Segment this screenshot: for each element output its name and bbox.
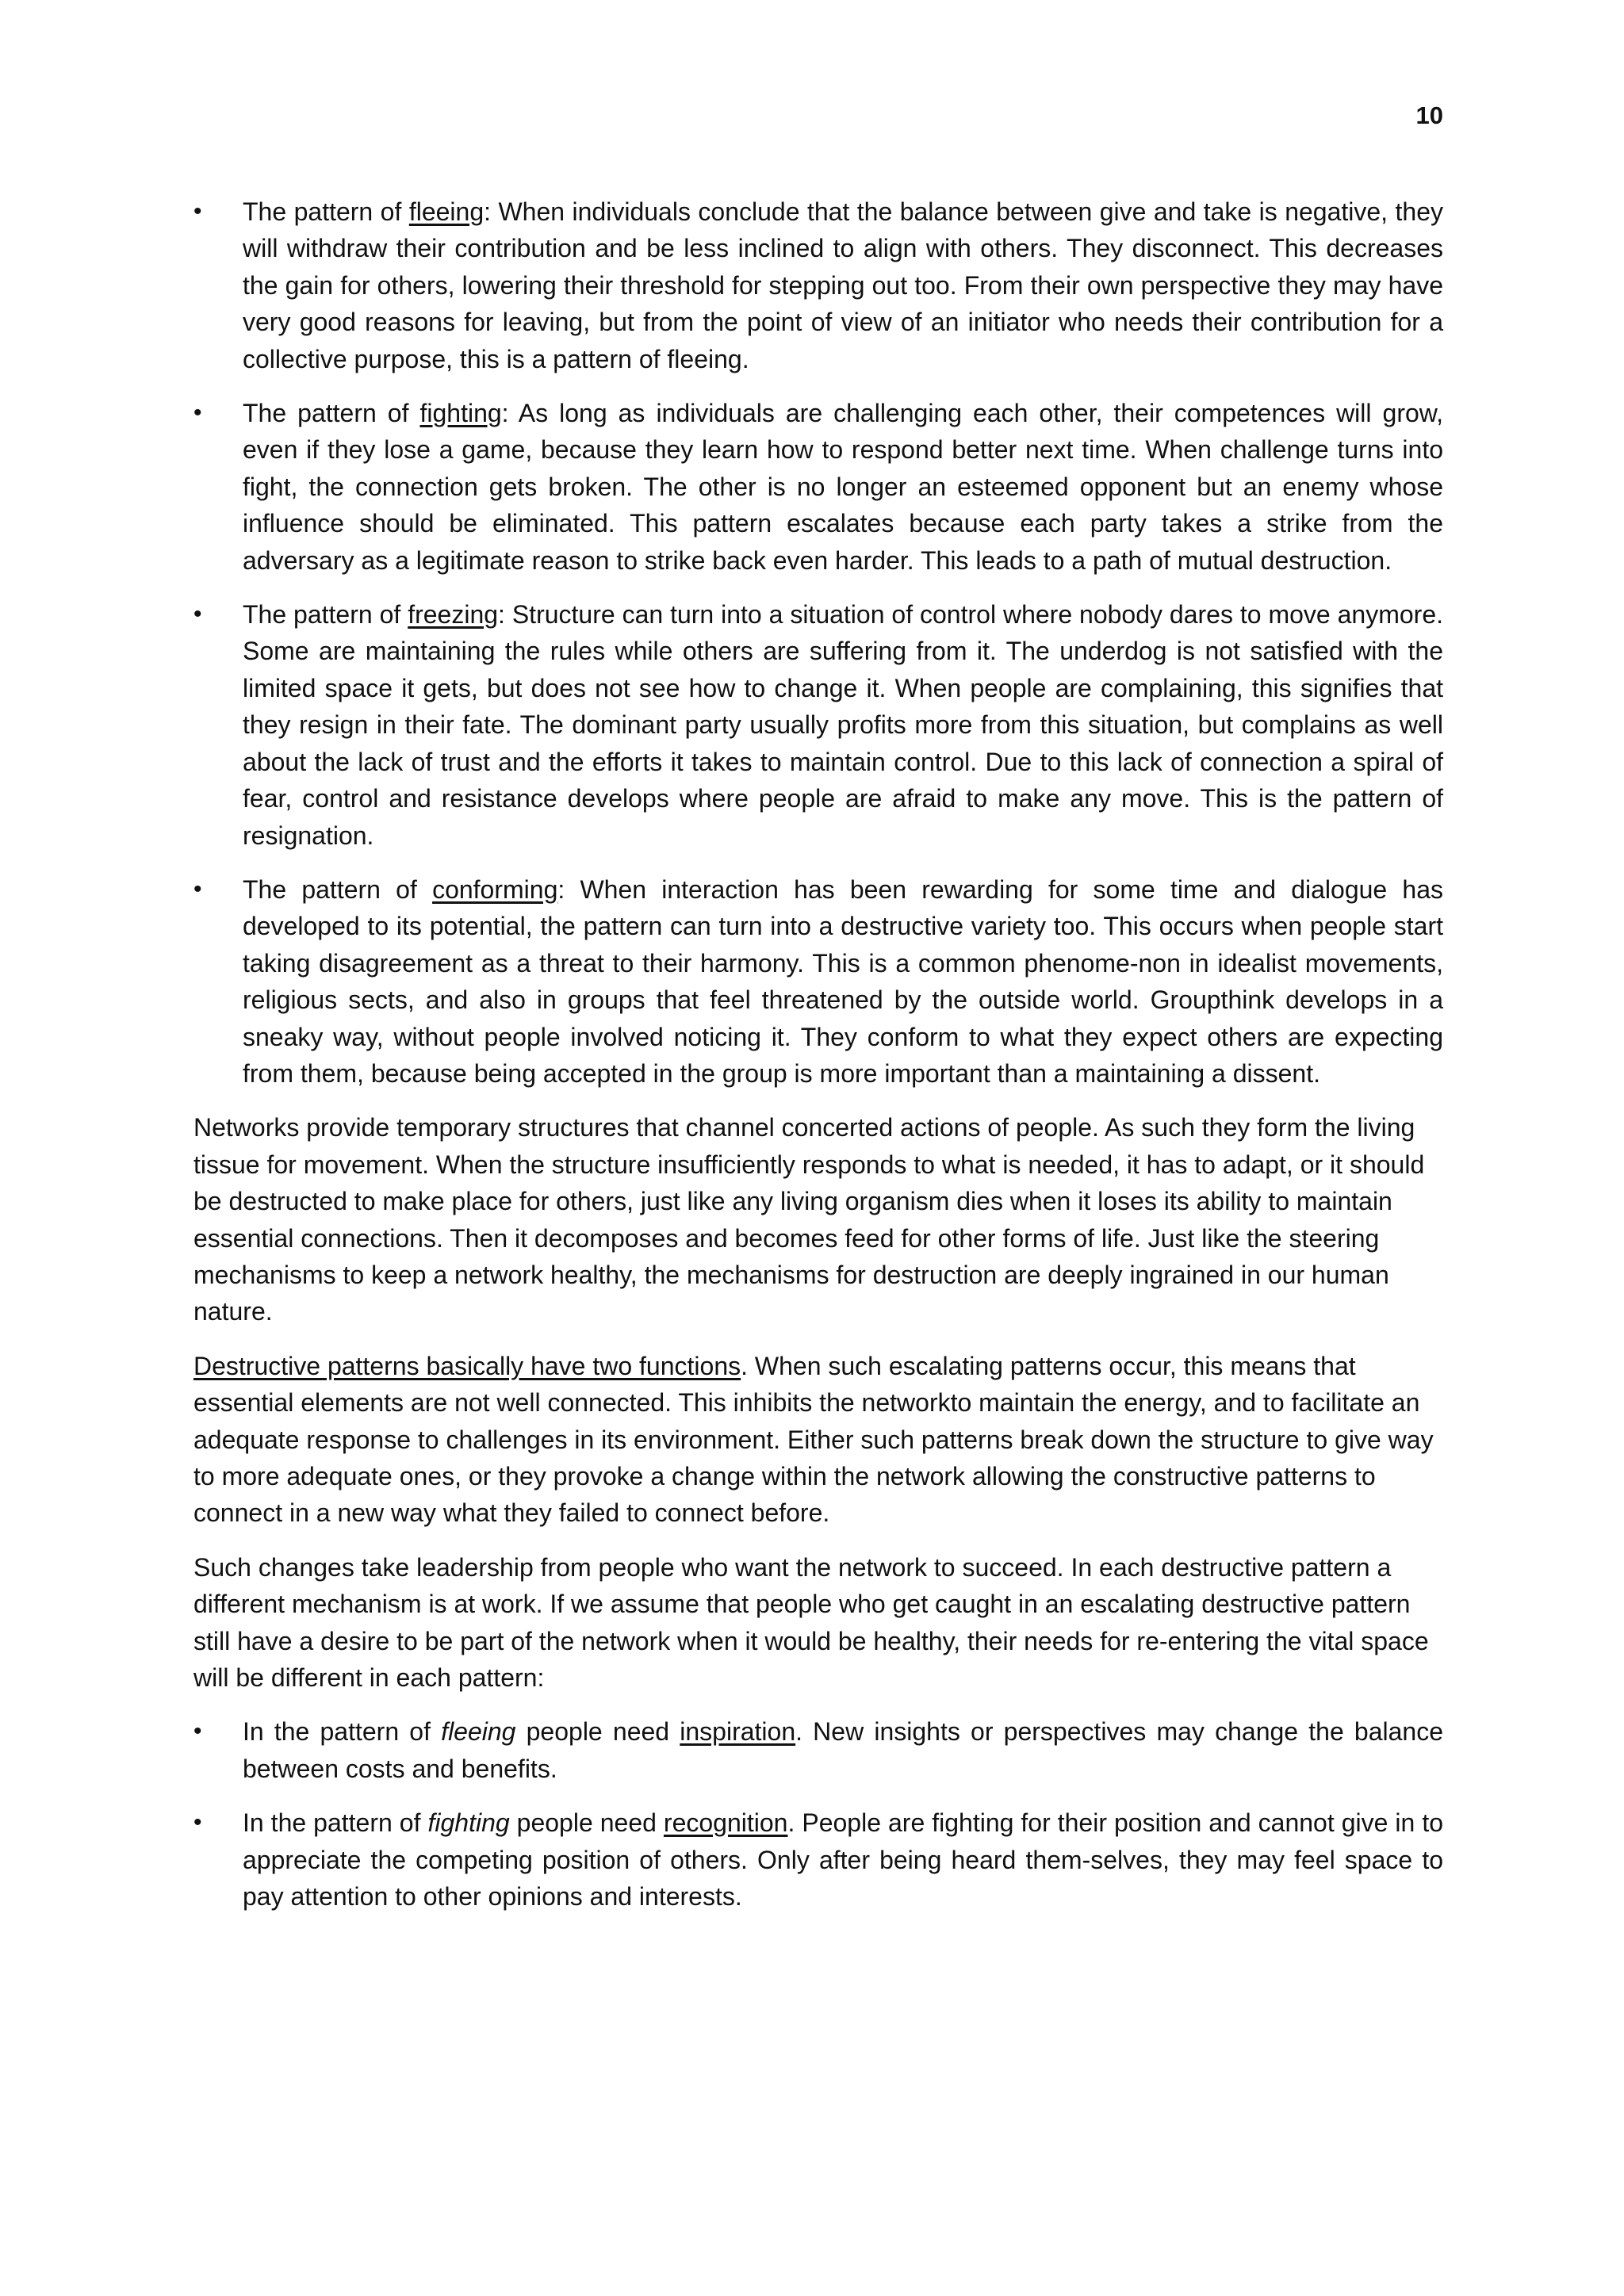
page-content [193,193,1443,1932]
page-number: 10 [1415,101,1443,129]
pattern-name: fleeing [441,1717,516,1747]
list-item-text: . New insights or perspectives may change the balance between costs and benefits. [243,1717,1444,1783]
paragraph-destructive [193,1348,1443,1532]
list-item-text: : As long as individuals are challenging each other, their competences will grow, even if they lose a game, because they learn how to respond better next time. When challenge turns into fight, the connection gets broken. The other is no longer an esteemed opponent but an enemy whose influence should be eliminated. This pattern escalates because each party takes a strike from the adversary as a legitimate reason to strike back even harder. This leads to a path of mutual destruction. [243,399,1444,575]
term-conforming: conforming [432,874,558,904]
term-freezing: freezing [408,600,499,629]
paragraph-networks: Networks provide temporary structures that channel concerted actions of people. As such they form the living tissue for movement. When the structure insufficiently responds to what is needed, it has to adapt, or it should be destructed to make place for others, just like any living organism dies when it loses its ability to maintain essential connections. Then it decomposes and becomes feed for other forms of life. Just like the steering mechanisms to keep a network healthy, the mechanisms for destruction are deeply ingrained in our human nature. [193,1113,1425,1326]
list-item-freezing [193,596,1443,854]
list-item-fighting [193,395,1443,579]
term-fleeing: fleeing [408,197,485,226]
list-item-need-fleeing [193,1713,1443,1787]
bullet-icon: • [193,198,202,224]
paragraph-changes: Such changes take leadership from people who want the network to succeed. In each destructive pattern a different mechanism is at work. If we assume that people who get caught in an escalating destructive pattern still have a desire to be part of the network when it would be healthy, their needs for re-entering the vital space will be different in each pattern: [193,1552,1429,1693]
bullet-icon: • [193,875,202,902]
list-item-text: : When individuals conclude that the balance between give and take is negative, they will withdraw their contribution and be less inclined to align with others. They disconnect. This decreases the gain for others, lowering their threshold for stepping out too. From their own perspective they may have very good reasons for leaving, but from the point of view of an initiator who needs their contribution for a collective purpose, this is a pattern of fleeing. [243,197,1444,373]
list-item-prefix: In the pattern of [243,1717,442,1747]
paragraph-destructive-text: . When such escalating patterns occur, this means that essential elements are not well connected. This inhibits the networkto maintain the energy, and to facilitate an adequate response to challenges in its environment. Either such patterns break down the structure to give way to more adequate ones, or they provoke a change within the network allowing the constructive patterns to connect in a new way what they failed to connect before. [193,1351,1434,1528]
need-inspiration: inspiration [680,1717,796,1747]
list-item-text: : When interaction has been rewarding for some time and dialogue has developed to its potential, the pattern can turn into a destructive variety too. This occurs when people start taking disagreement as a threat to their harmony. This is a common phenome-non in idealist movements, religious sects, and also in groups that feel threatened by the outside world. Groupthink develops in a sneaky way, without people involved noticing it. They conform to what they expect others are expecting from them, because being accepted in the group is more important than a maintaining a dissent. [243,874,1444,1088]
pattern-list [193,193,1443,1092]
list-item-fleeing [193,193,1443,377]
needs-list [193,1713,1443,1915]
term-fighting: fighting [419,399,502,428]
bullet-icon: • [193,1809,202,1836]
bullet-icon: • [193,1718,202,1745]
bullet-icon: • [193,400,202,427]
list-item-need-fighting [193,1804,1443,1915]
list-item-prefix: The pattern of [243,600,408,629]
list-item-text: : Structure can turn into a situation of control where nobody dares to move anymore. Some are maintaining the rules while others are suffering from it. The underdog is not satisfied with the limited space it gets, but does not see how to change it. When people are complaining, this signifies that they resign in their fate. The dominant party usually profits more from this situation, but complains as well about the lack of trust and the efforts it takes to maintain control. Due to this lack of connection a spiral of fear, control and resistance develops where people are afraid to make any move. This is the pattern of resignation. [243,600,1444,850]
pattern-name: fighting [427,1808,510,1838]
list-item-mid: people need [509,1808,664,1838]
list-item-prefix: The pattern of [243,874,433,904]
list-item-prefix: The pattern of [243,197,409,226]
bullet-icon: • [193,601,202,628]
destructive-lead: Destructive patterns basically have two functions [193,1351,741,1380]
list-item-mid: people need [515,1717,680,1747]
list-item-prefix: The pattern of [243,399,420,428]
list-item-prefix: In the pattern of [243,1808,428,1838]
list-item-conforming [193,871,1443,1092]
list-item-text: . People are fighting for their position and cannot give in to appreciate the competing position of others. Only after being heard them-selves, they may feel space to pay attention to other opinions and interests. [243,1808,1444,1911]
need-recognition: recognition [663,1808,788,1838]
